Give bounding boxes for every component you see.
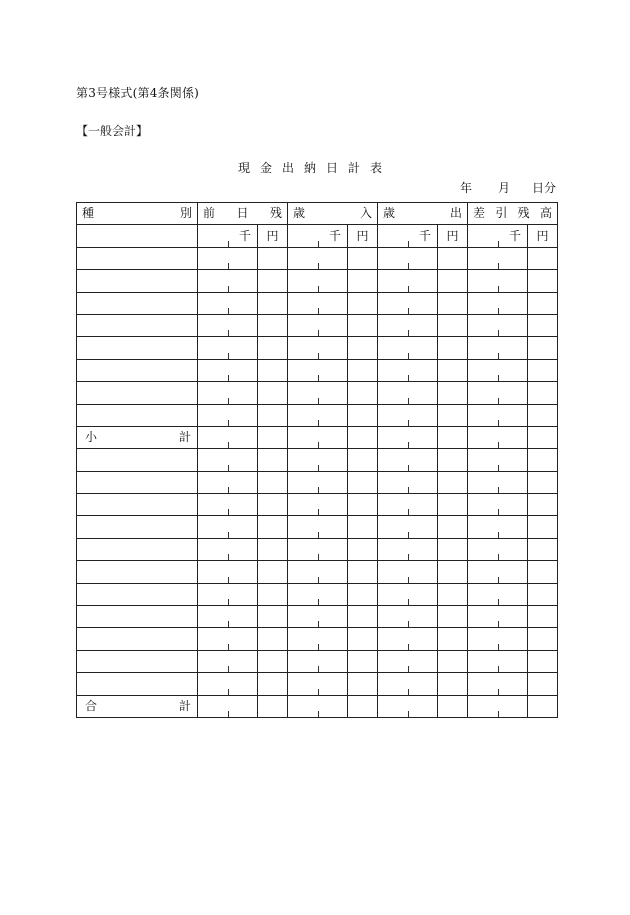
amount-thousands-cell[interactable] [378, 247, 438, 269]
amount-yen-cell[interactable] [528, 292, 558, 314]
amount-yen-cell[interactable] [348, 471, 378, 493]
amount-thousands-cell[interactable] [198, 314, 258, 336]
amount-thousands-cell[interactable] [288, 494, 348, 516]
amount-yen-cell[interactable] [528, 270, 558, 292]
amount-thousands-cell[interactable] [468, 247, 528, 269]
amount-yen-cell[interactable] [348, 538, 378, 560]
kind-cell[interactable] [77, 516, 198, 538]
amount-thousands-cell[interactable] [468, 404, 528, 426]
amount-thousands-cell[interactable] [288, 583, 348, 605]
table-row [77, 650, 558, 672]
amount-yen-cell[interactable] [348, 449, 378, 471]
unit-kind-cell [77, 225, 198, 247]
amount-yen-cell[interactable] [528, 471, 558, 493]
amount-yen-cell[interactable] [348, 314, 378, 336]
amount-thousands-cell[interactable] [378, 337, 438, 359]
amount-yen-cell[interactable] [258, 583, 288, 605]
date-line [460, 179, 560, 195]
amount-yen-cell[interactable] [438, 382, 468, 404]
amount-thousands-cell[interactable] [288, 426, 348, 448]
amount-yen-cell[interactable] [438, 516, 468, 538]
date-year-label: 年 [460, 181, 473, 195]
amount-yen-cell[interactable] [528, 516, 558, 538]
amount-yen-cell[interactable] [438, 471, 468, 493]
amount-yen-cell[interactable] [348, 426, 378, 448]
amount-yen-cell[interactable] [528, 494, 558, 516]
table-row [77, 494, 558, 516]
amount-thousands-cell[interactable] [468, 650, 528, 672]
kind-cell[interactable] [77, 538, 198, 560]
amount-yen-cell[interactable] [348, 628, 378, 650]
amount-yen-cell[interactable] [258, 426, 288, 448]
amount-thousands-cell[interactable] [378, 516, 438, 538]
kind-cell[interactable] [77, 494, 198, 516]
date-day-label: 日分 [532, 181, 557, 195]
header-revenue: 歳 入 [288, 203, 378, 225]
unit-thousand: 千 [198, 225, 258, 247]
unit-thousand: 千 [288, 225, 348, 247]
amount-thousands-cell[interactable] [468, 382, 528, 404]
amount-thousands-cell[interactable] [288, 628, 348, 650]
amount-thousands-cell[interactable] [288, 561, 348, 583]
amount-yen-cell[interactable] [438, 606, 468, 628]
amount-thousands-cell[interactable] [198, 426, 258, 448]
amount-yen-cell[interactable] [528, 583, 558, 605]
amount-yen-cell[interactable] [438, 404, 468, 426]
amount-yen-cell[interactable] [528, 359, 558, 381]
amount-yen-cell[interactable] [348, 650, 378, 672]
amount-yen-cell[interactable] [528, 426, 558, 448]
amount-yen-cell[interactable] [438, 695, 468, 717]
kind-cell[interactable] [77, 404, 198, 426]
amount-thousands-cell[interactable] [468, 538, 528, 560]
table-row [77, 516, 558, 538]
amount-yen-cell[interactable] [528, 382, 558, 404]
table-row [77, 247, 558, 269]
amount-thousands-cell[interactable] [378, 695, 438, 717]
kind-cell: 小 計 [77, 426, 198, 448]
amount-yen-cell[interactable] [258, 606, 288, 628]
document-title: 現金出納日計表 [237, 161, 392, 175]
amount-yen-cell[interactable] [348, 673, 378, 695]
amount-thousands-cell[interactable] [378, 426, 438, 448]
header-kind: 種 別 [77, 203, 198, 225]
amount-yen-cell[interactable] [438, 561, 468, 583]
amount-yen-cell[interactable] [438, 270, 468, 292]
amount-thousands-cell[interactable] [378, 606, 438, 628]
header-row [77, 203, 558, 225]
amount-thousands-cell[interactable] [288, 471, 348, 493]
amount-yen-cell[interactable] [258, 494, 288, 516]
table-row [77, 292, 558, 314]
amount-thousands-cell[interactable] [198, 471, 258, 493]
amount-thousands-cell[interactable] [288, 673, 348, 695]
amount-thousands-cell[interactable] [288, 314, 348, 336]
amount-yen-cell[interactable] [258, 359, 288, 381]
amount-yen-cell[interactable] [348, 359, 378, 381]
form-number-label: 第3号様式(第4条関係) [76, 86, 200, 100]
amount-yen-cell[interactable] [348, 404, 378, 426]
header-previous-balance: 前 日 残 [198, 203, 288, 225]
amount-thousands-cell[interactable] [468, 606, 528, 628]
table-row [77, 673, 558, 695]
unit-yen: 円 [258, 225, 288, 247]
amount-thousands-cell[interactable] [468, 292, 528, 314]
amount-thousands-cell[interactable] [468, 628, 528, 650]
amount-yen-cell[interactable] [528, 314, 558, 336]
subtotal-row [77, 426, 558, 448]
amount-yen-cell[interactable] [258, 650, 288, 672]
amount-yen-cell[interactable] [438, 538, 468, 560]
amount-yen-cell[interactable] [348, 247, 378, 269]
amount-thousands-cell[interactable] [198, 628, 258, 650]
amount-yen-cell[interactable] [258, 382, 288, 404]
amount-yen-cell[interactable] [438, 359, 468, 381]
amount-thousands-cell[interactable] [198, 337, 258, 359]
amount-thousands-cell[interactable] [378, 292, 438, 314]
kind-cell[interactable] [77, 628, 198, 650]
table-row [77, 561, 558, 583]
amount-yen-cell[interactable] [438, 314, 468, 336]
amount-yen-cell[interactable] [258, 673, 288, 695]
amount-yen-cell[interactable] [528, 247, 558, 269]
cash-ledger-table [76, 202, 558, 718]
unit-yen: 円 [438, 225, 468, 247]
amount-thousands-cell[interactable] [288, 449, 348, 471]
amount-yen-cell[interactable] [348, 606, 378, 628]
table-row [77, 449, 558, 471]
amount-yen-cell[interactable] [438, 628, 468, 650]
amount-yen-cell[interactable] [438, 494, 468, 516]
amount-yen-cell[interactable] [528, 449, 558, 471]
amount-thousands-cell[interactable] [468, 337, 528, 359]
table-row [77, 359, 558, 381]
amount-thousands-cell[interactable] [198, 404, 258, 426]
amount-thousands-cell[interactable] [198, 516, 258, 538]
amount-yen-cell[interactable] [348, 561, 378, 583]
amount-thousands-cell[interactable] [378, 471, 438, 493]
amount-thousands-cell[interactable] [198, 270, 258, 292]
amount-yen-cell[interactable] [438, 292, 468, 314]
amount-thousands-cell[interactable] [468, 314, 528, 336]
date-month-label: 月 [498, 181, 511, 195]
amount-thousands-cell[interactable] [468, 583, 528, 605]
amount-yen-cell[interactable] [258, 247, 288, 269]
amount-yen-cell[interactable] [438, 247, 468, 269]
unit-thousand: 千 [468, 225, 528, 247]
kind-cell[interactable] [77, 337, 198, 359]
unit-yen: 円 [348, 225, 378, 247]
amount-thousands-cell[interactable] [378, 449, 438, 471]
account-section-label: 【一般会計】 [76, 124, 149, 138]
amount-thousands-cell[interactable] [378, 650, 438, 672]
kind-cell[interactable] [77, 359, 198, 381]
amount-yen-cell[interactable] [528, 606, 558, 628]
amount-yen-cell[interactable] [528, 673, 558, 695]
amount-thousands-cell[interactable] [198, 606, 258, 628]
amount-yen-cell[interactable] [348, 292, 378, 314]
kind-cell[interactable] [77, 583, 198, 605]
amount-thousands-cell[interactable] [468, 449, 528, 471]
amount-thousands-cell[interactable] [198, 650, 258, 672]
amount-yen-cell[interactable] [348, 270, 378, 292]
amount-thousands-cell[interactable] [288, 404, 348, 426]
table-row [77, 538, 558, 560]
amount-thousands-cell[interactable] [288, 538, 348, 560]
table-row [77, 583, 558, 605]
kind-cell[interactable] [77, 449, 198, 471]
amount-yen-cell[interactable] [258, 538, 288, 560]
amount-yen-cell[interactable] [438, 583, 468, 605]
amount-yen-cell[interactable] [258, 270, 288, 292]
table-row [77, 270, 558, 292]
amount-yen-cell[interactable] [258, 628, 288, 650]
amount-yen-cell[interactable] [348, 695, 378, 717]
kind-cell: 合 計 [77, 695, 198, 717]
kind-cell[interactable] [77, 650, 198, 672]
amount-yen-cell[interactable] [528, 628, 558, 650]
amount-thousands-cell[interactable] [468, 695, 528, 717]
amount-yen-cell[interactable] [348, 583, 378, 605]
amount-yen-cell[interactable] [258, 314, 288, 336]
unit-thousand: 千 [378, 225, 438, 247]
amount-yen-cell[interactable] [528, 337, 558, 359]
amount-thousands-cell[interactable] [378, 494, 438, 516]
amount-thousands-cell[interactable] [198, 292, 258, 314]
kind-cell[interactable] [77, 270, 198, 292]
kind-cell[interactable] [77, 561, 198, 583]
table-row [77, 314, 558, 336]
amount-thousands-cell[interactable] [378, 404, 438, 426]
table-row [77, 337, 558, 359]
amount-thousands-cell[interactable] [468, 561, 528, 583]
amount-thousands-cell[interactable] [378, 583, 438, 605]
unit-row [77, 225, 558, 247]
header-net-balance: 差 引 残 高 [468, 203, 558, 225]
amount-thousands-cell[interactable] [288, 650, 348, 672]
kind-cell[interactable] [77, 471, 198, 493]
amount-thousands-cell[interactable] [288, 359, 348, 381]
amount-yen-cell[interactable] [258, 292, 288, 314]
amount-thousands-cell[interactable] [288, 337, 348, 359]
amount-thousands-cell[interactable] [378, 359, 438, 381]
amount-yen-cell[interactable] [438, 426, 468, 448]
amount-yen-cell[interactable] [348, 516, 378, 538]
kind-cell[interactable] [77, 673, 198, 695]
amount-yen-cell[interactable] [438, 449, 468, 471]
amount-thousands-cell[interactable] [378, 382, 438, 404]
table-row [77, 628, 558, 650]
amount-thousands-cell[interactable] [288, 270, 348, 292]
amount-thousands-cell[interactable] [468, 270, 528, 292]
table-row [77, 606, 558, 628]
amount-yen-cell[interactable] [348, 337, 378, 359]
amount-yen-cell[interactable] [438, 673, 468, 695]
amount-yen-cell[interactable] [258, 471, 288, 493]
amount-thousands-cell[interactable] [198, 695, 258, 717]
table-row [77, 471, 558, 493]
amount-thousands-cell[interactable] [198, 247, 258, 269]
amount-yen-cell[interactable] [528, 538, 558, 560]
amount-thousands-cell[interactable] [468, 426, 528, 448]
table-row [77, 404, 558, 426]
amount-thousands-cell[interactable] [378, 673, 438, 695]
amount-yen-cell[interactable] [258, 695, 288, 717]
amount-thousands-cell[interactable] [288, 695, 348, 717]
amount-yen-cell[interactable] [528, 404, 558, 426]
amount-yen-cell[interactable] [258, 449, 288, 471]
amount-yen-cell[interactable] [258, 516, 288, 538]
header-expenditure: 歳 出 [378, 203, 468, 225]
amount-yen-cell[interactable] [528, 650, 558, 672]
amount-yen-cell[interactable] [528, 695, 558, 717]
amount-thousands-cell[interactable] [198, 561, 258, 583]
amount-thousands-cell[interactable] [378, 270, 438, 292]
amount-yen-cell[interactable] [258, 337, 288, 359]
amount-thousands-cell[interactable] [468, 471, 528, 493]
table-row [77, 382, 558, 404]
amount-thousands-cell[interactable] [468, 494, 528, 516]
amount-thousands-cell[interactable] [468, 359, 528, 381]
amount-yen-cell[interactable] [438, 337, 468, 359]
amount-thousands-cell[interactable] [468, 673, 528, 695]
amount-thousands-cell[interactable] [198, 449, 258, 471]
amount-thousands-cell[interactable] [468, 516, 528, 538]
amount-yen-cell[interactable] [258, 561, 288, 583]
amount-thousands-cell[interactable] [378, 561, 438, 583]
kind-cell[interactable] [77, 247, 198, 269]
amount-thousands-cell[interactable] [288, 516, 348, 538]
amount-yen-cell[interactable] [258, 404, 288, 426]
kind-cell[interactable] [77, 314, 198, 336]
amount-thousands-cell[interactable] [198, 583, 258, 605]
amount-thousands-cell[interactable] [198, 494, 258, 516]
amount-yen-cell[interactable] [438, 650, 468, 672]
amount-thousands-cell[interactable] [198, 538, 258, 560]
amount-yen-cell[interactable] [348, 494, 378, 516]
amount-thousands-cell[interactable] [288, 292, 348, 314]
amount-thousands-cell[interactable] [198, 382, 258, 404]
kind-cell[interactable] [77, 292, 198, 314]
amount-thousands-cell[interactable] [378, 314, 438, 336]
amount-thousands-cell[interactable] [288, 382, 348, 404]
amount-thousands-cell[interactable] [378, 538, 438, 560]
unit-yen: 円 [528, 225, 558, 247]
amount-thousands-cell[interactable] [288, 606, 348, 628]
amount-thousands-cell[interactable] [378, 628, 438, 650]
amount-thousands-cell[interactable] [198, 359, 258, 381]
kind-cell[interactable] [77, 382, 198, 404]
amount-thousands-cell[interactable] [288, 247, 348, 269]
amount-yen-cell[interactable] [528, 561, 558, 583]
kind-cell[interactable] [77, 606, 198, 628]
amount-thousands-cell[interactable] [198, 673, 258, 695]
amount-yen-cell[interactable] [348, 382, 378, 404]
total-row [77, 695, 558, 717]
